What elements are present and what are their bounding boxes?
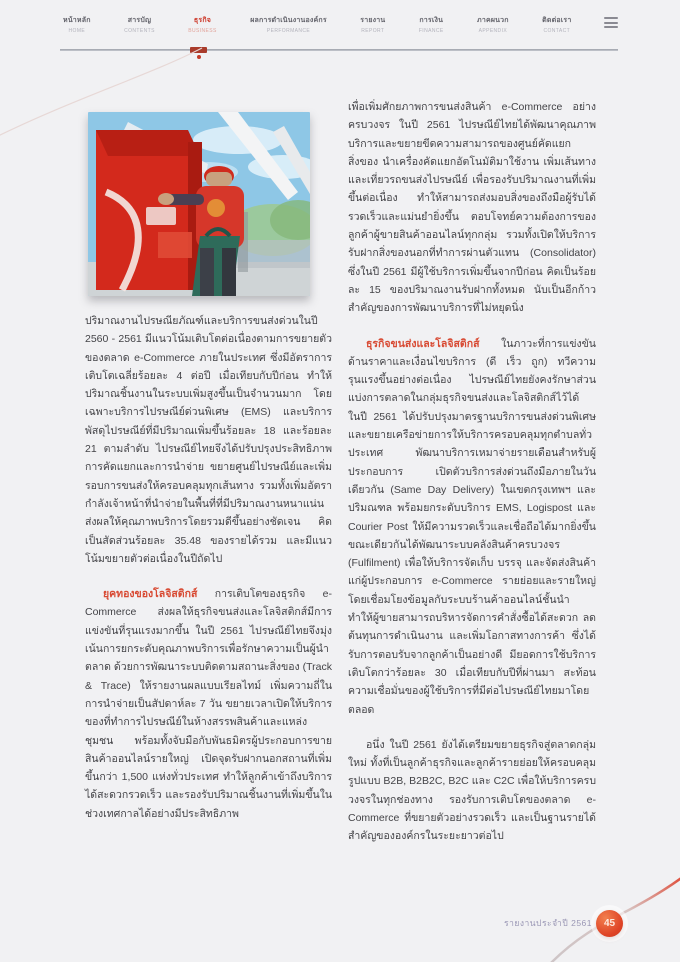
paragraph-lead: ธุรกิจขนส่งและโลจิสติกส์ [366,337,480,350]
paragraph [85,585,332,823]
photo-illustration [88,112,310,296]
nav-tab-report[interactable] [359,13,386,36]
nav-tab-sublabel: PERFORMANCE [266,28,311,34]
nav-divider [60,49,618,51]
paragraph [348,736,596,846]
nav-tab-sublabel: BUSINESS [188,28,217,34]
active-tab-marker-dot [197,55,201,59]
paragraph-text: การเติบโตของธุรกิจ e-Commerce ส่งผลให้ธุรกิจขนส่งและโลจิสติกส์มีการแข่งขันที่รุนแรงมากขึ้น ในปี 2561 ไปรษณีย์ไทยจึงมุ่งเน้นการยกระดับคุณภาพบริการเพื่อรักษาความเป็นผู้นำตลาด ด้วยการพัฒนาระบบติดตามสถานะสิ่งของ (Track & Trace) ให้รายงานผลแบบเรียลไทม์ เพิ่มความถี่ในการนำจ่ายเป็นสัปดาห์ละ 7 วัน ขยายเวลาเปิดให้บริการของที่ทำการไปรษณีย์ในห้างสรรพสินค้าและแหล่งชุมชน พร้อมทั้งจับมือกับพันธมิตรผู้ประกอบการขายสินค้าออนไลน์รายใหญ่ เปิดจุดรับฝากนอกสถานที่เพิ่มขึ้นกว่า 1,500 แห่งทั่วประเทศ ทำให้ลูกค้าเข้าถึงบริการได้สะดวกรวดเร็ว และรองรับปริมาณชิ้นงานที่เพิ่มขึ้นในช่วงเทศกาลได้อย่างมีประสิทธิภาพ [85,588,332,820]
paragraph-text: ในภาวะที่การแข่งขันด้านราคาและเงื่อนไขบริการ (ดี เร็ว ถูก) ทวีความรุนแรงขึ้นอย่างต่อเนื่อง ไปรษณีย์ไทยยังคงรักษาส่วนแบ่งการตลาดในกลุ่มธุรกิจขนส่งและโลจิสติกส์ไว้ได้ ในปี 2561 ได้ปรับปรุงมาตรฐานบริการขนส่งด่วนพิเศษและขยายเครือข่ายการให้บริการครอบคลุมทุกตำบลทั่วประเทศ พัฒนาบริการเหมาจ่ายรายเดือนสำหรับผู้ประกอบการ เปิดตัวบริการส่งด่วนถึงมือภายในวันเดียวกัน (Same Day Delivery) ในเขตกรุงเทพฯ และปริมณฑล พร้อมยกระดับบริการ EMS, Logispost และ Courier Post ให้มีความรวดเร็วและเชื่อถือได้มากยิ่งขึ้น ขณะเดียวกันได้พัฒนาระบบคลังสินค้าครบวงจร (Fulfilment) เพื่อให้บริการจัดเก็บ บรรจุ และจัดส่งสินค้าแก่ผู้ประกอบการ e-Commerce รายย่อยและรายใหญ่ โดยเชื่อมโยงข้อมูลกับระบบร้านค้าออนไลน์ชั้นนำ ทำให้ผู้ขายสามารถบริหารจัดการคำสั่งซื้อได้สะดวก ลดต้นทุนการดำเนินงาน และเพิ่มโอกาสทางการค้า ซึ่งได้รับการตอบรับจากลูกค้าเป็นอย่างดี มียอดการใช้บริการเติบโตกว่าร้อยละ 30 เมื่อเทียบกับปีที่ผ่านมา สะท้อนความเชื่อมั่นของผู้ใช้บริการที่มีต่อไปรษณีย์ไทยมาโดยตลอด [348,337,596,716]
paragraph-text: เพื่อเพิ่มศักยภาพการขนส่งสินค้า e-Commerce อย่างครบวงจร ในปี 2561 ไปรษณีย์ไทยได้พัฒนาคุณภาพบริการและขยายขีดความสามารถของศูนย์คัดแยกสิ่งของ นำเครื่องคัดแยกอัตโนมัติมาใช้งาน เพิ่มเส้นทางและเที่ยวรถขนส่งไปรษณีย์ เพื่อรองรับปริมาณงานที่เพิ่มขึ้นต่อเนื่อง ทำให้สามารถส่งมอบสิ่งของถึงมือผู้รับได้รวดเร็วและแม่นยำยิ่งขึ้น ตอบโจทย์ความต้องการของลูกค้าผู้ขายสินค้าออนไลน์ทุกกลุ่ม รวมทั้งเปิดให้บริการรับฝากสิ่งของนอกที่ทำการผ่านตัวแทน (Consolidator) ซึ่งในปี 2561 มีผู้ใช้บริการเพิ่มขึ้นจากปีก่อน คิดเป็นร้อยละ 15 ของปริมาณงานรับฝากทั้งหมด นับเป็นอีกก้าวสำคัญของการพัฒนาบริการที่ไม่หยุดนิ่ง [348,101,596,315]
nav-tab-contents[interactable] [123,13,156,36]
nav-tab-label: ผลการดำเนินงานองค์กร [250,17,327,24]
top-navigation [62,13,618,36]
nav-tab-appendix[interactable] [476,13,510,36]
nav-tab-label: หน้าหลัก [63,17,91,24]
nav-tab-sublabel: HOME [68,28,86,34]
nav-tab-label: ติดต่อเรา [542,17,572,24]
paragraph [348,335,596,719]
postal-worker-photo [88,112,310,296]
nav-tab-label: ภาคผนวก [477,17,509,24]
nav-tab-business-active[interactable] [187,13,218,36]
nav-tab-sublabel: REPORT [361,28,385,34]
page-number: 45 [603,918,616,929]
nav-tab-sublabel: FINANCE [418,28,444,34]
paragraph-lead: ยุคทองของโลจิสติกส์ [103,588,198,601]
paragraph [85,312,332,568]
nav-tab-contact[interactable] [541,13,572,36]
nav-tab-sublabel: CONTACT [543,28,571,34]
footer-report-title: รายงานประจำปี 2561 [504,918,592,928]
paragraph [348,98,596,318]
nav-tab-sublabel: CONTENTS [124,28,155,34]
right-text-column [348,98,596,846]
nav-tab-label: รายงาน [360,17,386,24]
nav-tab-sublabel: APPENDIX [478,28,508,34]
nav-tab-finance[interactable] [418,13,445,36]
nav-tab-home[interactable] [62,13,92,36]
active-tab-marker [190,47,207,53]
nav-tab-performance[interactable] [249,13,328,36]
left-text-column [85,312,332,823]
paragraph-text: ปริมาณงานไปรษณียภัณฑ์และบริการขนส่งด่วนในปี 2560 - 2561 มีแนวโน้มเติบโตต่อเนื่องตามการขยายตัวของตลาด e-Commerce ภายในประเทศ ซึ่งมีอัตราการเติบโตเฉลี่ยร้อยละ 4 ต่อปี เมื่อเทียบกับปีก่อน ทำให้ปริมาณชิ้นงานในระบบเพิ่มสูงขึ้นเป็นจำนวนมาก โดยเฉพาะบริการไปรษณีย์ด่วนพิเศษ (EMS) และบริการพัสดุไปรษณีย์ที่มีปริมาณเพิ่มขึ้นร้อยละ 18 และร้อยละ 21 ตามลำดับ ไปรษณีย์ไทยจึงได้ปรับปรุงประสิทธิภาพการคัดแยกและการนำจ่าย ขยายศูนย์ไปรษณีย์และเพิ่มรอบการขนส่งให้ครอบคลุมทุกเส้นทาง รวมทั้งเพิ่มอัตรากำลังเจ้าหน้าที่นำจ่ายในพื้นที่ที่มีปริมาณงานหนาแน่น ส่งผลให้คุณภาพบริการโดยรวมดีขึ้นอย่างชัดเจน คิดเป็นสัดส่วนร้อยละ 35.48 ของรายได้รวม และมีแนวโน้มขยายตัวต่อเนื่องในปีถัดไป [85,315,332,565]
nav-tab-label: การเงิน [419,17,444,24]
page-number-badge [596,910,623,937]
paragraph-text: อนึ่ง ในปี 2561 ยังได้เตรียมขยายธุรกิจสู่ตลาดกลุ่มใหม่ ทั้งที่เป็นลูกค้าธุรกิจและลูกค้ารายย่อยให้ครอบคลุมรูปแบบ B2B, B2B2C, B2C และ C2C เพื่อให้บริการครบวงจรในทุกช่องทาง รองรับการเติบโตของตลาด e-Commerce ที่ขยายตัวอย่างรวดเร็ว และเป็นฐานรายได้สำคัญขององค์กรในระยะยาวต่อไป [348,738,596,843]
hamburger-menu-icon[interactable] [604,13,618,28]
nav-tab-label: สารบัญ [127,17,152,24]
nav-tab-label: ธุรกิจ [193,17,212,24]
